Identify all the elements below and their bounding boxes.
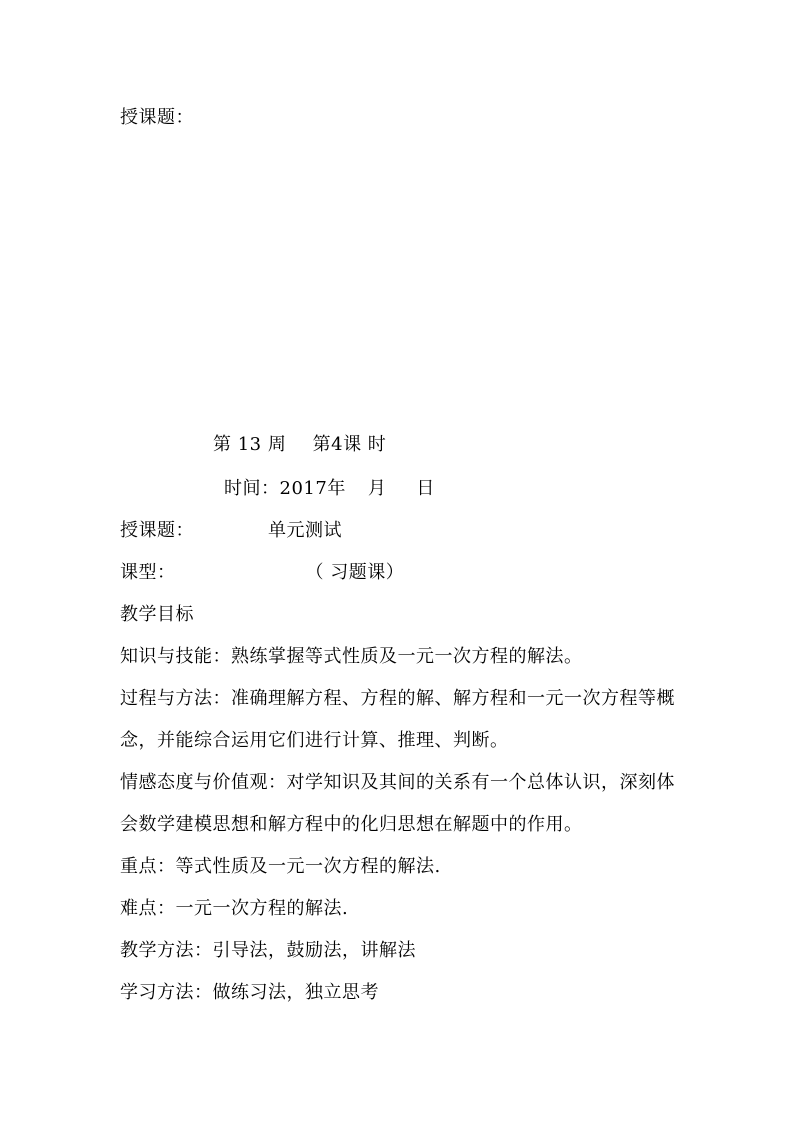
week-prefix: 第 (213, 434, 232, 455)
objectives-heading: 教学目标 (120, 604, 194, 625)
process-row-1 (120, 688, 675, 710)
key-point-text: 等式性质及一元一次方程的解法. (175, 856, 441, 877)
top-topic-label: 授课题： (120, 107, 194, 128)
date-year: 2017 (279, 478, 328, 499)
process-row-2 (120, 730, 509, 752)
day-unit: 日 (416, 478, 435, 499)
month-unit: 月 (367, 478, 387, 499)
date-label: 时间： (224, 478, 280, 499)
teaching-method-text: 引导法，鼓励法，讲解法 (212, 940, 416, 961)
learning-method-row (120, 982, 379, 1004)
key-point-row (120, 856, 441, 878)
learning-method-text: 做练习法，独立思考 (212, 982, 379, 1003)
week-unit: 周 (267, 434, 287, 455)
emotion-text-1: 对学知识及其间的关系有一个总体认识，深刻体 (286, 772, 675, 793)
teaching-method-row (120, 940, 416, 962)
date-line (224, 478, 435, 500)
knowledge-text: 熟练掌握等式性质及一元一次方程的解法。 (231, 646, 583, 667)
process-text-2: 念，并能综合运用它们进行计算、推理、判断。 (120, 730, 509, 751)
lesson-type-row (120, 562, 404, 584)
lesson-type-value: （ 习题课） (305, 562, 405, 583)
topic-label: 授课题： (120, 520, 194, 541)
difficulty-text: 一元一次方程的解法. (175, 898, 349, 919)
lesson-prefix: 第 (312, 434, 332, 455)
emotion-label: 情感态度与价值观： (120, 772, 287, 793)
topic-row (120, 520, 342, 542)
year-unit: 年 (327, 478, 346, 499)
key-point-label: 重点： (120, 856, 176, 877)
week-number: 13 (237, 434, 262, 455)
lesson-number: 4 (331, 434, 344, 455)
topic-value: 单元测试 (268, 520, 342, 541)
lesson-unit: 课 (343, 434, 362, 455)
teaching-method-label: 教学方法： (120, 940, 213, 961)
process-text-1: 准确理解方程、方程的解、解方程和一元一次方程等概 (231, 688, 675, 709)
knowledge-label: 知识与技能： (120, 646, 231, 667)
process-label: 过程与方法： (120, 688, 231, 709)
knowledge-row (120, 646, 583, 668)
emotion-row-2 (120, 814, 583, 836)
emotion-row-1 (120, 772, 675, 794)
lesson-type-label: 课型： (120, 562, 176, 583)
learning-method-label: 学习方法： (120, 982, 213, 1003)
week-lesson-header (213, 434, 386, 456)
emotion-text-2: 会数学建模思想和解方程中的化归思想在解题中的作用。 (120, 814, 583, 835)
difficulty-row (120, 898, 348, 920)
difficulty-label: 难点： (120, 898, 176, 919)
lesson-suffix: 时 (367, 434, 387, 455)
